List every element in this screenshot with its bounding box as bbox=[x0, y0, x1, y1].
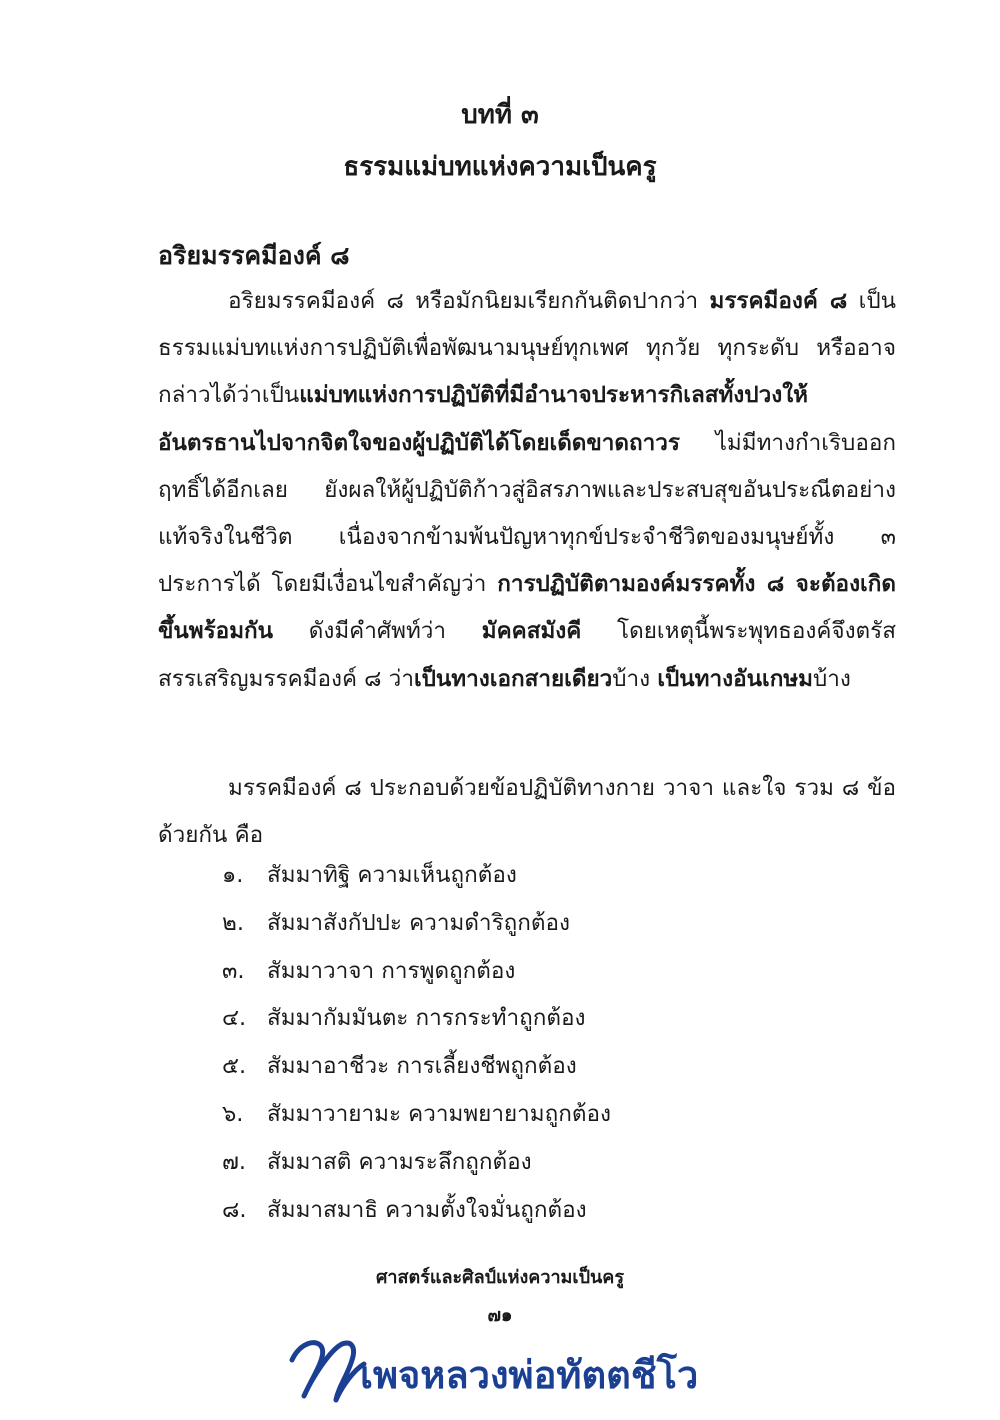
bold-run: เป็นทางเอกสายเดียว bbox=[413, 665, 613, 692]
list-number: ๒. bbox=[222, 909, 244, 936]
list-number: ๗. bbox=[222, 1148, 247, 1175]
chapter-number: บทที่ ๓ bbox=[461, 100, 539, 130]
list-item bbox=[222, 998, 611, 1046]
brand-logo bbox=[282, 1330, 742, 1410]
list-item bbox=[222, 1094, 611, 1142]
list-text: สัมมาวายามะ ความพยายามถูกต้อง bbox=[267, 1100, 611, 1127]
list-item bbox=[222, 855, 611, 903]
list-text: สัมมาวาจา การพูดถูกต้อง bbox=[267, 957, 516, 984]
text-run: บ้าง bbox=[813, 665, 851, 692]
list-item bbox=[222, 1190, 611, 1238]
list-item bbox=[222, 1142, 611, 1190]
list-number: ๘. bbox=[222, 1196, 247, 1223]
bold-run: เป็นทางอันเกษม bbox=[657, 665, 814, 692]
brand-swirl-icon bbox=[282, 1330, 372, 1410]
chapter-title: ธรรมแม่บทแห่งความเป็นครู bbox=[343, 152, 657, 182]
brand-text: เพจหลวงพ่อทัตตชีโว bbox=[360, 1353, 699, 1397]
list-item bbox=[222, 951, 611, 999]
footer-book-title: ศาสตร์และศิลป์แห่งความเป็นครู bbox=[375, 1267, 625, 1288]
page-number: ๗๑ bbox=[487, 1305, 513, 1326]
text-run: อริยมรรคมีองค์ ๘ หรือมักนิยมเรียกกันติดปากว่า bbox=[228, 288, 710, 314]
list-number: ๓. bbox=[222, 957, 245, 984]
list-text: สัมมาอาชีวะ การเลี้ยงชีพถูกต้อง bbox=[267, 1053, 577, 1080]
eightfold-path-list bbox=[222, 855, 611, 1237]
text-run: ดังมีคำศัพท์ว่า bbox=[273, 618, 482, 645]
list-number: ๖. bbox=[222, 1100, 244, 1127]
bold-run: มรรคมีองค์ ๘ bbox=[709, 288, 848, 314]
list-number: ๕. bbox=[222, 1053, 247, 1080]
bold-run: แม่บทแห่งการปฏิบัติที่มีอำนาจประหารกิเลสทั้งปวงให้อันตรธานไปจากจิตใจของผู้ปฏิบัติได้โดยเด็ดขาดถาวร bbox=[158, 382, 809, 456]
list-text: สัมมาสมาธิ ความตั้งใจมั่นถูกต้อง bbox=[267, 1196, 587, 1223]
text-run: ไม่มีทางกำเริบออกฤทธิ์ได้อีกเลย ยังผลให้ผู้ปฏิบัติก้าวสู่อิสรภาพและประสบสุขอันประณีตอย่างแท้จริงในชีวิต เนื่องจากข้ามพ้นปัญหาทุกข์ประจำชีวิตของมนุษย์ทั้ง ๓ ประการได้ โดยมีเงื่อนไขสำคัญว่า bbox=[158, 429, 896, 598]
list-text: สัมมาสติ ความระลึกถูกต้อง bbox=[267, 1148, 532, 1175]
list-text: สัมมาสังกัปปะ ความดำริถูกต้อง bbox=[267, 909, 571, 936]
bold-run: การปฏิบัติตามองค์มรรคทั้ง ๘ จะต้องเกิดขึ้นพร้อมกัน bbox=[158, 571, 896, 645]
text-run: บ้าง bbox=[612, 665, 658, 692]
text-run: โดยเหตุนี้พระพุทธองค์จึงตรัสสรรเสริญมรรคมีองค์ ๘ ว่า bbox=[158, 618, 896, 692]
paragraph-2 bbox=[158, 765, 896, 859]
paragraph-1 bbox=[158, 278, 896, 703]
list-item bbox=[222, 903, 611, 951]
bold-run: มัคคสมังคี bbox=[481, 618, 582, 645]
list-text: สัมมาทิฐิ ความเห็นถูกต้อง bbox=[267, 862, 517, 888]
section-heading: อริยมรรคมีองค์ ๘ bbox=[158, 241, 350, 270]
list-item bbox=[222, 1046, 611, 1094]
list-text: สัมมากัมมันตะ การกระทำถูกต้อง bbox=[267, 1005, 586, 1032]
text-run: เป็นธรรมแม่บทแห่งการปฏิบัติเพื่อพัฒนามนุษย์ทุกเพศ ทุกวัย ทุกระดับ หรืออาจกล่าวได้ว่าเป็น bbox=[158, 288, 896, 409]
paragraph-2-text: มรรคมีองค์ ๘ ประกอบด้วยข้อปฏิบัติทางกาย วาจา และใจ รวม ๘ ข้อด้วยกัน คือ bbox=[158, 775, 896, 848]
list-number: ๑. bbox=[222, 862, 244, 888]
list-number: ๔. bbox=[222, 1005, 247, 1032]
